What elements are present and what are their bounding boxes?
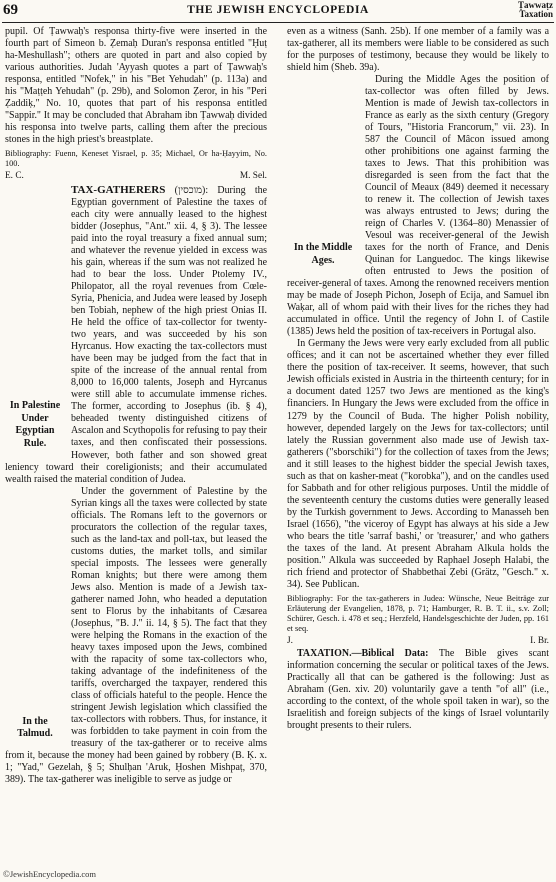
- signature-author: I. Br.: [530, 635, 549, 646]
- taxation-paragraph: [287, 648, 549, 732]
- sidenote-egyptian-rule: In Palestine Under Egyptian Rule.: [9, 400, 61, 449]
- signature-tax-gatherers: [287, 635, 549, 647]
- tax-gatherers-text: During the Egyptian government of Palestine the taxes of each city were annually leased to the highest bidder (Josephus, "Ant." xii. 4, § 3). The lessee paid into the royal treasury a fixed annual sum; and whatever the revenue yielded in excess was his gain, whereas if the sum was not realized he had to bear the loss. Under Ptolemy IV., Philopator, all the royal revenues from Cœle-Syria, Phenicia, and Judea were leased by Joseph ben Tobiah, nephew of the high priest Onias II. He held the office of tax-collector for twenty-two years, and was succeeded by his son Hyrcanus. How exacting the tax-collectors must have been may be judged from the fact that in spite of the increase of the annual rental from 8,000 to 16,000 talents, Joseph and Hyrcanus were still able to accumulate immense riches. The former, according to Josephus (ib. § 4), beheaded twenty distinguished citizens of Ascalon and Scythopolis for refusing to pay their taxes, and then confiscated their possessions. However, both father and son showed great leniency toward their coreligionists; and their accumulated wealth raised the material condition of Judea.: [5, 185, 267, 485]
- running-head-last: Taxation: [519, 9, 553, 19]
- tax-gatherers-paragraph: [5, 184, 267, 485]
- syrian-roman-paragraph: [5, 486, 267, 786]
- bibliography-tax-gatherers: Bibliography: For the tax-gatherers in Judea: Wünsche, Neue Beiträge zur Erläuterung der Evangelien, 1878, p. 71; Hamburger, R. B. T. ii., s.v. Zoll; Schürer, Gesch. i. 478 et seq.; Herzfeld, Handelsgeschichte der Juden, pp. 161 et seq.: [287, 593, 549, 633]
- signature-tawwah: [5, 170, 267, 182]
- middle-ages-text: During the Middle Ages the position of tax-collector was often filled by Jews. Mention is made of Jewish tax-collectors in France as early as the sixth century (Gregory of Tours, "Historia Francorum," vii. 23). In 587 the Council of Mâcon issued among other prohibitions one against farming the taxes to Jews. That this prohibition was disregarded is seen from the fact that the Council of Meaux (849) deemed it necessary to renew it. The collection of Jewish taxes was always entrusted to Jews; during the reign of Charles V. (1364–80) Menassier of Vesoul was receiver-general of the Jewish taxes for the north of France, and Denis Quinan for Languedoc. The kings likewise often entrusted to Jews the position of receiver-general of taxes. Among the renowned receivers mention may be made of Joseph Pichon, Joseph of Ecija, and Samuel ibn Waḳar, all of whom paid with their lives for the riches they had accumulated in office. Until the regency of John I. of Castile (1385) Jews held the position of tax-receivers in Portugal also.: [287, 74, 549, 338]
- footer-site-link[interactable]: JewishEncyclopedia.com: [9, 869, 96, 879]
- sidenote-talmud: In the Talmud.: [17, 715, 53, 740]
- running-head: [518, 1, 553, 19]
- entry-heading-taxation: TAXATION.—Biblical Data:: [297, 647, 429, 659]
- page-header: [0, 0, 556, 22]
- tawwah-paragraph: pupil. Of Ṭawwaḥ's responsa thirty-five were inserted in the fourth part of Simeon b. Ẓemaḥ Duran's responsa entitled "Ḥuṭ ha-Meshullash"; others are quoted in part and also copied by various authorities. Judah 'Ayyash quotes a part of Ṭawwaḥ's responsa, entitled "Nofek," in his "Bet Yehudah" (p. 113a) and his "Maṭṭeh Yehudah" (p. 29b), and Solomon Ẓeror, in his "Peri Ẓaddiḳ," No. 10, quotes that part of his responsa entitled "Sappir." It may be concluded that Abraham ibn Ṭawwaḥ divided his responsa into twelve parts, calling them after the precious stones in the high priest's breastplate.: [5, 26, 267, 146]
- page-number: 69: [3, 2, 18, 18]
- page-title: THE JEWISH ENCYCLOPEDIA: [187, 4, 369, 16]
- sidenote-middle-ages: In the Middle Ages.: [293, 242, 353, 266]
- footer: [3, 869, 96, 879]
- entry-heading-tax-gatherers: TAX-GATHERERS: [71, 184, 166, 197]
- middle-ages-paragraph: [287, 74, 549, 338]
- signature-initials: J.: [287, 635, 293, 646]
- signature-initials: E. C.: [5, 171, 24, 182]
- germany-paragraph: In Germany the Jews were very early excluded from all public offices; and it can not be ascertained whether they ever filled there the position of tax-receiver. It seems, however, that such Jewish officials existed in Austria in the thirteenth century; for in a document dated 1257 two Jews are mentioned as the king's financiers. In Hungary the Jews were excluded from the office in 1279 by the Council of Buda. The higher Polish nobility, however, depended largely on the Jews for tax-collectors; until lately the Russian government also made use of Jewish tax-gatherers ("sborschiki") for the collection of taxes from the Jews; and it still leases to the highest bidder the special Jewish taxes, such as that on kasher-meat ("korobka"), and on the candles used for Sabbath and for other religious purposes. Until the middle of the seventeenth century the customs duties were generally leased by the Turkish government to Jews. According to Manasseh ben Israel (1656), "the viceroy of Egypt has always at his side a Jew who bears the title 'sarraf bashi,' or 'treasurer,' and who gathers the taxes of the land. At present Abraham Alkula holds the position." Alkula was succeeded by Raphael Joseph Halabi, the rich friend and protector of Shabbethai Ẓebi (Grätz, "Gesch." x. 34). See Publican.: [287, 338, 549, 590]
- left-column: [5, 26, 267, 786]
- header-rule: [2, 22, 554, 23]
- copyright-symbol: ©: [3, 869, 10, 879]
- witness-paragraph: even as a witness (Sanh. 25b). If one member of a family was a tax-gatherer, all its members were liable to be considered as such for the purposes of testimony, because they would be likely to shield him (Sheb. 39a).: [287, 26, 549, 74]
- taxation-text: The Bible gives scant information concerning the secular or political taxes of the Jews. Practically all that can be gathered is the following: Just as Abraham (Gen. xiv. 20) voluntarily gave a tenth "of all" (i.e., according to the context, of the whole spoil taken in war), so the Israelitish and foreign subjects of the kings of Israel voluntarily brought presents to their rulers.: [287, 647, 549, 731]
- signature-author: M. Sel.: [239, 171, 267, 182]
- bibliography-tawwah: Bibliography: Fuenn, Keneset Yisrael, p. 35; Michael, Or ha-Ḥayyim, No. 100.: [5, 149, 267, 169]
- entry-heading-hebrew: (מוכסין):: [174, 185, 209, 197]
- syrian-roman-text: Under the government of Palestine by the Syrian kings all the taxes were collected by state officials. The Romans left to the governors or procurators the collection of the regular taxes, such as the land-tax and poll-tax, but leased the customs duties, the market tolls, and similar special imposts. The lessees were generally Roman knights; but there were among them Jews also. Mention is made of a Jewish tax-gatherer named John, who headed a deputation sent to Florus by the inhabitants of Cæsarea (Josephus, "B. J." ii. 14, § 5). The fact that they were helping the Romans in the exaction of the heavy taxes imposed upon the Jews, combined with the rapacity of some tax-collectors who, taking advantage of the indefiniteness of the tariffs, overcharged the taxpayer, rendered this class of officials hateful to the people. Hence the stringent Jewish legislation which classified the tax-collectors with robbers. Thus, for instance, it was forbidden to take payment in coin from the treasury of the tax-gatherer or to receive alms from it, because the money had been gained by robbery (B. Ḳ. x. 1; "Yad," Gezelah, § 5; Shulḥan 'Aruk, Ḥoshen Mishpaṭ, 370, 389). The tax-gatherer was ineligible to serve as judge or: [5, 485, 267, 785]
- right-column: [287, 26, 549, 732]
- running-head-first: Ṭawwaṭz: [518, 0, 553, 10]
